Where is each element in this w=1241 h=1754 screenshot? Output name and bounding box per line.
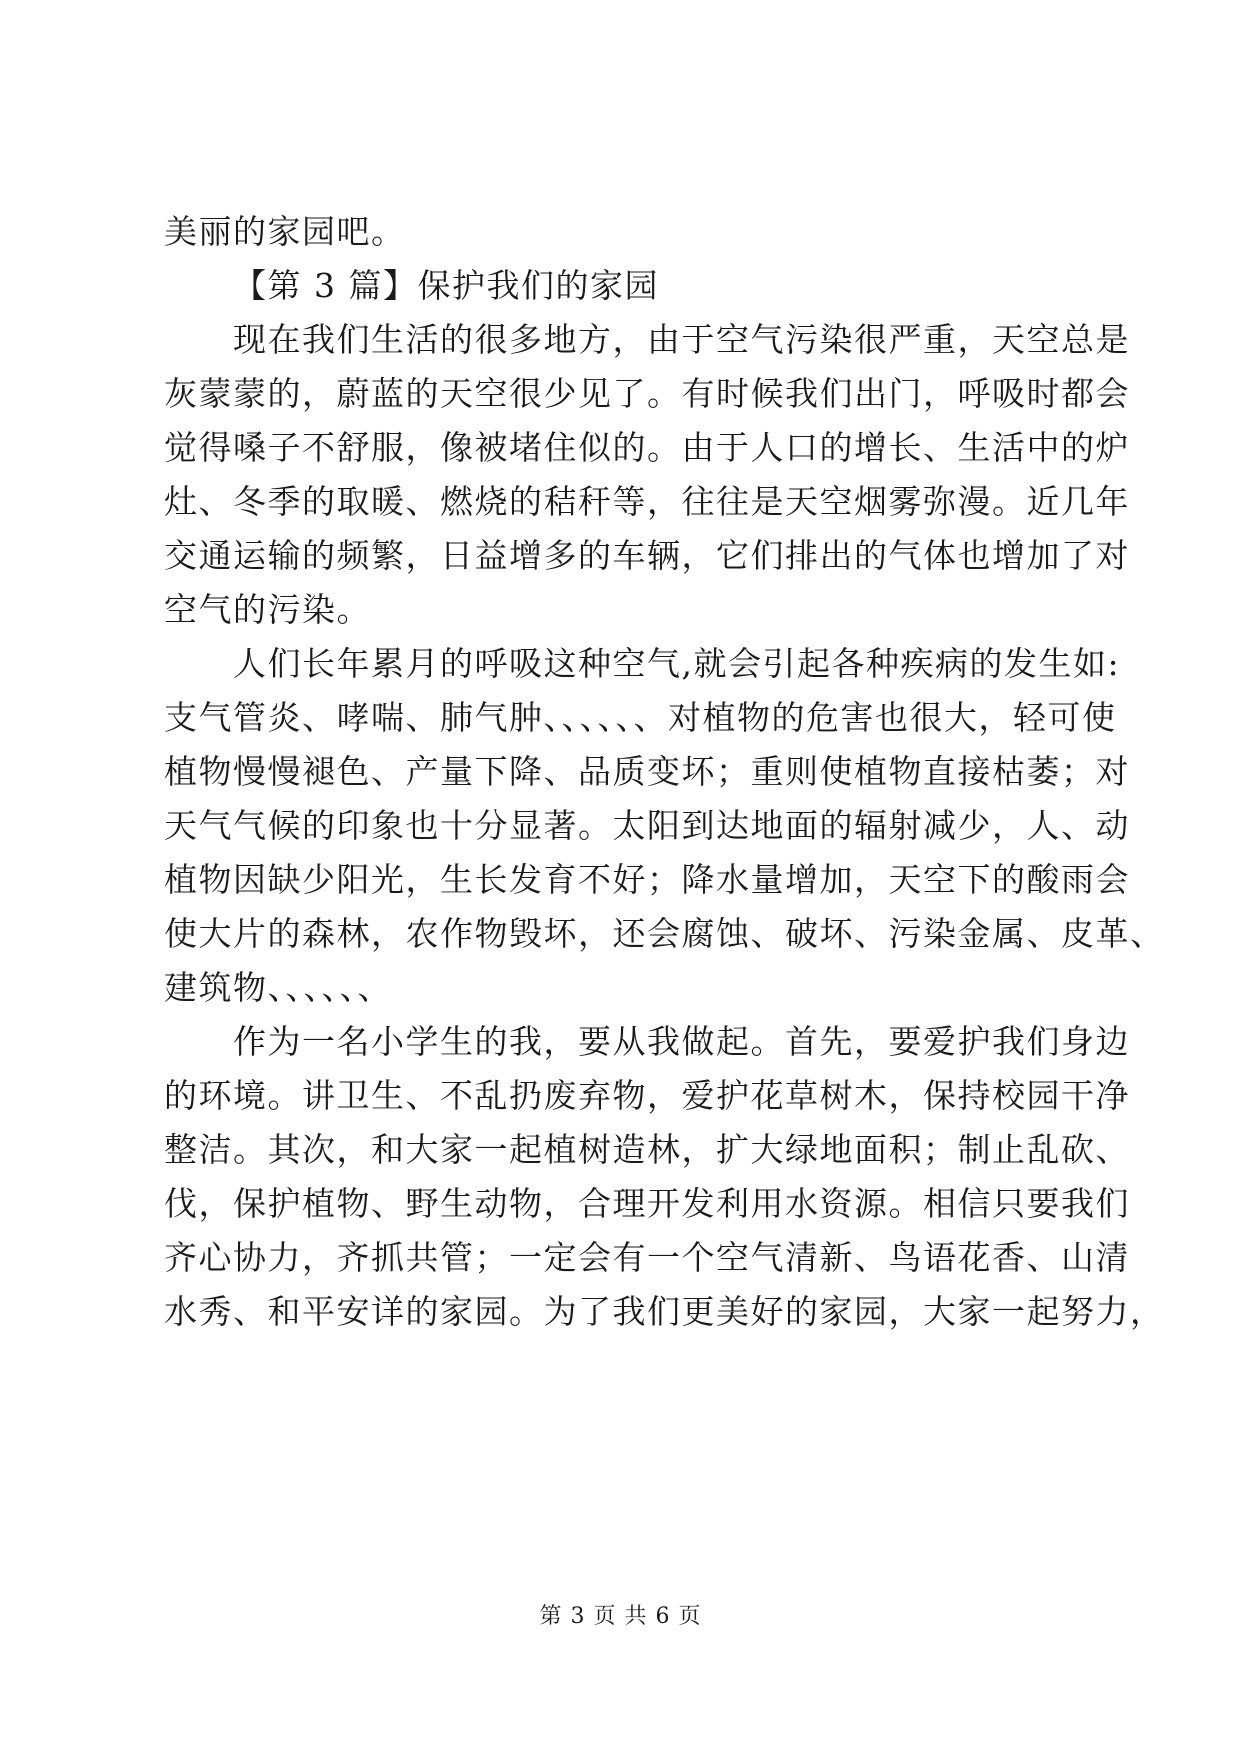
text-line: 支气管炎、哮喘、肺气肿、、、、、、对植物的危害也很大，轻可使 <box>164 698 1117 737</box>
text-line: 的环境。讲卫生、不乱扔废弃物，爱护花草树木，保持校园干净 <box>164 1076 1130 1115</box>
text-line: 作为一名小学生的我，要从我做起。首先，要爱护我们身边 <box>233 1022 1130 1061</box>
text-line: 人们长年累月的呼吸这种空气,就会引起各种疾病的发生如: <box>233 644 1121 683</box>
text-line: 天气气候的印象也十分显著。太阳到达地面的辐射减少，人、动 <box>164 806 1130 845</box>
text-line: 伐，保护植物、野生动物，合理开发利用水资源。相信只要我们 <box>164 1184 1130 1223</box>
text-line: 觉得嗓子不舒服，像被堵住似的。由于人口的增长、生活中的炉 <box>164 428 1130 467</box>
text-line: 空气的污染。 <box>164 590 371 629</box>
text-line: 灶、冬季的取暖、燃烧的秸秆等，往往是天空烟雾弥漫。近几年 <box>164 482 1130 521</box>
text-line: 现在我们生活的很多地方，由于空气污染很严重，天空总是 <box>233 320 1130 359</box>
text-line: 使大片的森林，农作物毁坏，还会腐蚀、破坏、污染金属、皮革、 <box>164 914 1165 953</box>
text-line: 植物因缺少阳光，生长发育不好；降水量增加，天空下的酸雨会 <box>164 860 1130 899</box>
text-line: 植物慢慢褪色、产量下降、品质变坏；重则使植物直接枯萎；对 <box>164 752 1130 791</box>
page-footer: 第 3 页 共 6 页 <box>539 1604 702 1629</box>
text-line: 建筑物、、、、、、 <box>164 968 392 1007</box>
text-line: 美丽的家园吧。 <box>164 212 406 251</box>
text-line: 交通运输的频繁，日益增多的车辆，它们排出的气体也增加了对 <box>164 536 1130 575</box>
text-line: 水秀、和平安详的家园。为了我们更美好的家园，大家一起努力， <box>164 1292 1165 1331</box>
section-heading: 【第 3 篇】保护我们的家园 <box>233 266 659 305</box>
text-line: 整洁。其次，和大家一起植树造林，扩大绿地面积；制止乱砍、 <box>164 1130 1130 1169</box>
text-line: 齐心协力，齐抓共管；一定会有一个空气清新、鸟语花香、山清 <box>164 1238 1130 1277</box>
text-line: 灰蒙蒙的，蔚蓝的天空很少见了。有时候我们出门，呼吸时都会 <box>164 374 1130 413</box>
